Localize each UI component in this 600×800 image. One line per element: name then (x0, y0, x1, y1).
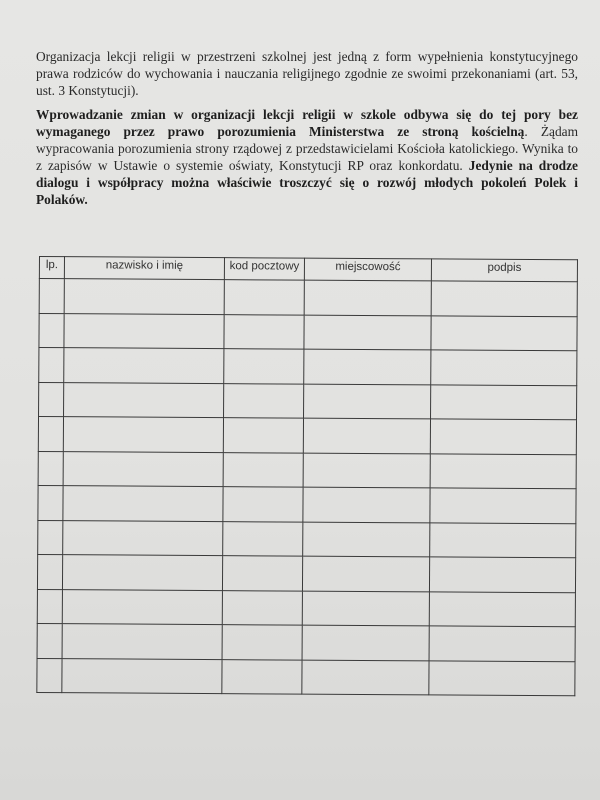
cell-locality[interactable] (302, 660, 429, 695)
cell-lp[interactable] (38, 417, 63, 452)
table-row (37, 658, 575, 696)
cell-signature[interactable] (430, 488, 576, 523)
cell-signature[interactable] (429, 591, 575, 626)
table-row (39, 313, 577, 351)
cell-signature[interactable] (429, 626, 575, 661)
table-row (37, 589, 575, 627)
cell-signature[interactable] (431, 350, 577, 385)
demand-bold-intro: Wprowadzanie zmian w organizacji lekcji religii w szkole odbywa się do tej pory bez wymaganego przez prawo porozumienia Ministerstwa ze stroną kościelną (36, 107, 578, 139)
demand-body: . Żądam wypracowania porozumienia strony rządowej z przedstawicielami Kościoła katolickiego. Wynika to z zapisów w Ustawie o systemie oświaty, Konstytucji RP oraz konkordatu. (36, 124, 578, 173)
column-header-lp: lp. (39, 257, 64, 279)
cell-signature[interactable] (429, 660, 575, 695)
cell-signature[interactable] (431, 384, 577, 419)
column-header-signature: podpis (431, 259, 577, 282)
cell-lp[interactable] (37, 554, 62, 589)
cell-postal-code[interactable] (224, 314, 304, 349)
cell-locality[interactable] (303, 418, 430, 453)
cell-lp[interactable] (38, 485, 63, 520)
cell-postal-code[interactable] (224, 383, 304, 418)
cell-locality[interactable] (303, 522, 430, 557)
table-row (38, 451, 576, 489)
cell-postal-code[interactable] (222, 625, 302, 660)
signature-table (36, 256, 578, 696)
cell-locality[interactable] (302, 625, 429, 660)
cell-lp[interactable] (38, 451, 63, 486)
cell-locality[interactable] (303, 487, 430, 522)
cell-name[interactable] (64, 348, 224, 383)
cell-locality[interactable] (302, 591, 429, 626)
demand-bold-outro: Jedynie na drodze dialogu i współpracy można właściwie troszczyć się o rozwój młodych pokoleń Polek i Polaków. (36, 158, 578, 207)
cell-postal-code[interactable] (223, 452, 303, 487)
paragraph-demand (36, 106, 578, 208)
cell-postal-code[interactable] (224, 280, 304, 315)
cell-name[interactable] (64, 313, 224, 348)
cell-signature[interactable] (431, 281, 577, 316)
cell-lp[interactable] (39, 348, 64, 383)
column-header-name: nazwisko i imię (64, 257, 224, 280)
cell-postal-code[interactable] (224, 349, 304, 384)
cell-lp[interactable] (37, 623, 62, 658)
cell-signature[interactable] (430, 453, 576, 488)
cell-signature[interactable] (429, 557, 575, 592)
cell-name[interactable] (64, 382, 224, 417)
petition-text (36, 48, 578, 215)
cell-name[interactable] (63, 486, 223, 521)
cell-lp[interactable] (39, 382, 64, 417)
cell-lp[interactable] (37, 589, 62, 624)
cell-name[interactable] (62, 624, 222, 659)
cell-locality[interactable] (304, 315, 431, 350)
cell-postal-code[interactable] (222, 590, 302, 625)
cell-postal-code[interactable] (223, 487, 303, 522)
cell-signature[interactable] (430, 522, 576, 557)
cell-signature[interactable] (430, 419, 576, 454)
table-row (39, 348, 577, 386)
table-row (38, 520, 576, 558)
cell-locality[interactable] (304, 280, 431, 315)
cell-lp[interactable] (38, 520, 63, 555)
table-row (37, 554, 575, 592)
table-header-row (39, 257, 577, 282)
cell-locality[interactable] (304, 384, 431, 419)
column-header-locality: miejscowość (304, 258, 431, 281)
cell-name[interactable] (63, 451, 223, 486)
cell-signature[interactable] (431, 315, 577, 350)
cell-lp[interactable] (37, 658, 62, 693)
cell-lp[interactable] (39, 313, 64, 348)
cell-name[interactable] (62, 589, 222, 624)
cell-name[interactable] (64, 279, 224, 314)
cell-locality[interactable] (303, 453, 430, 488)
cell-name[interactable] (62, 658, 222, 693)
paragraph-intro: Organizacja lekcji religii w przestrzeni szkolnej jest jedną z form wypełnienia konstytucyjnego prawa rodziców do wychowania i nauczania religijnego zgodnie ze swoimi przekonaniami (art. 53, ust. 3 Konstytucji). (36, 49, 578, 98)
cell-postal-code[interactable] (223, 521, 303, 556)
table-row (39, 382, 577, 420)
cell-locality[interactable] (302, 556, 429, 591)
table-row (39, 279, 577, 317)
cell-name[interactable] (63, 417, 223, 452)
cell-name[interactable] (62, 555, 222, 590)
cell-lp[interactable] (39, 279, 64, 314)
table-row (38, 417, 576, 455)
cell-postal-code[interactable] (222, 556, 302, 591)
cell-postal-code[interactable] (222, 659, 302, 694)
cell-locality[interactable] (304, 349, 431, 384)
table-row (37, 623, 575, 661)
cell-postal-code[interactable] (223, 418, 303, 453)
signature-table-body (37, 279, 578, 696)
column-header-postal-code: kod pocztowy (224, 258, 304, 280)
cell-name[interactable] (63, 520, 223, 555)
table-row (38, 485, 576, 523)
